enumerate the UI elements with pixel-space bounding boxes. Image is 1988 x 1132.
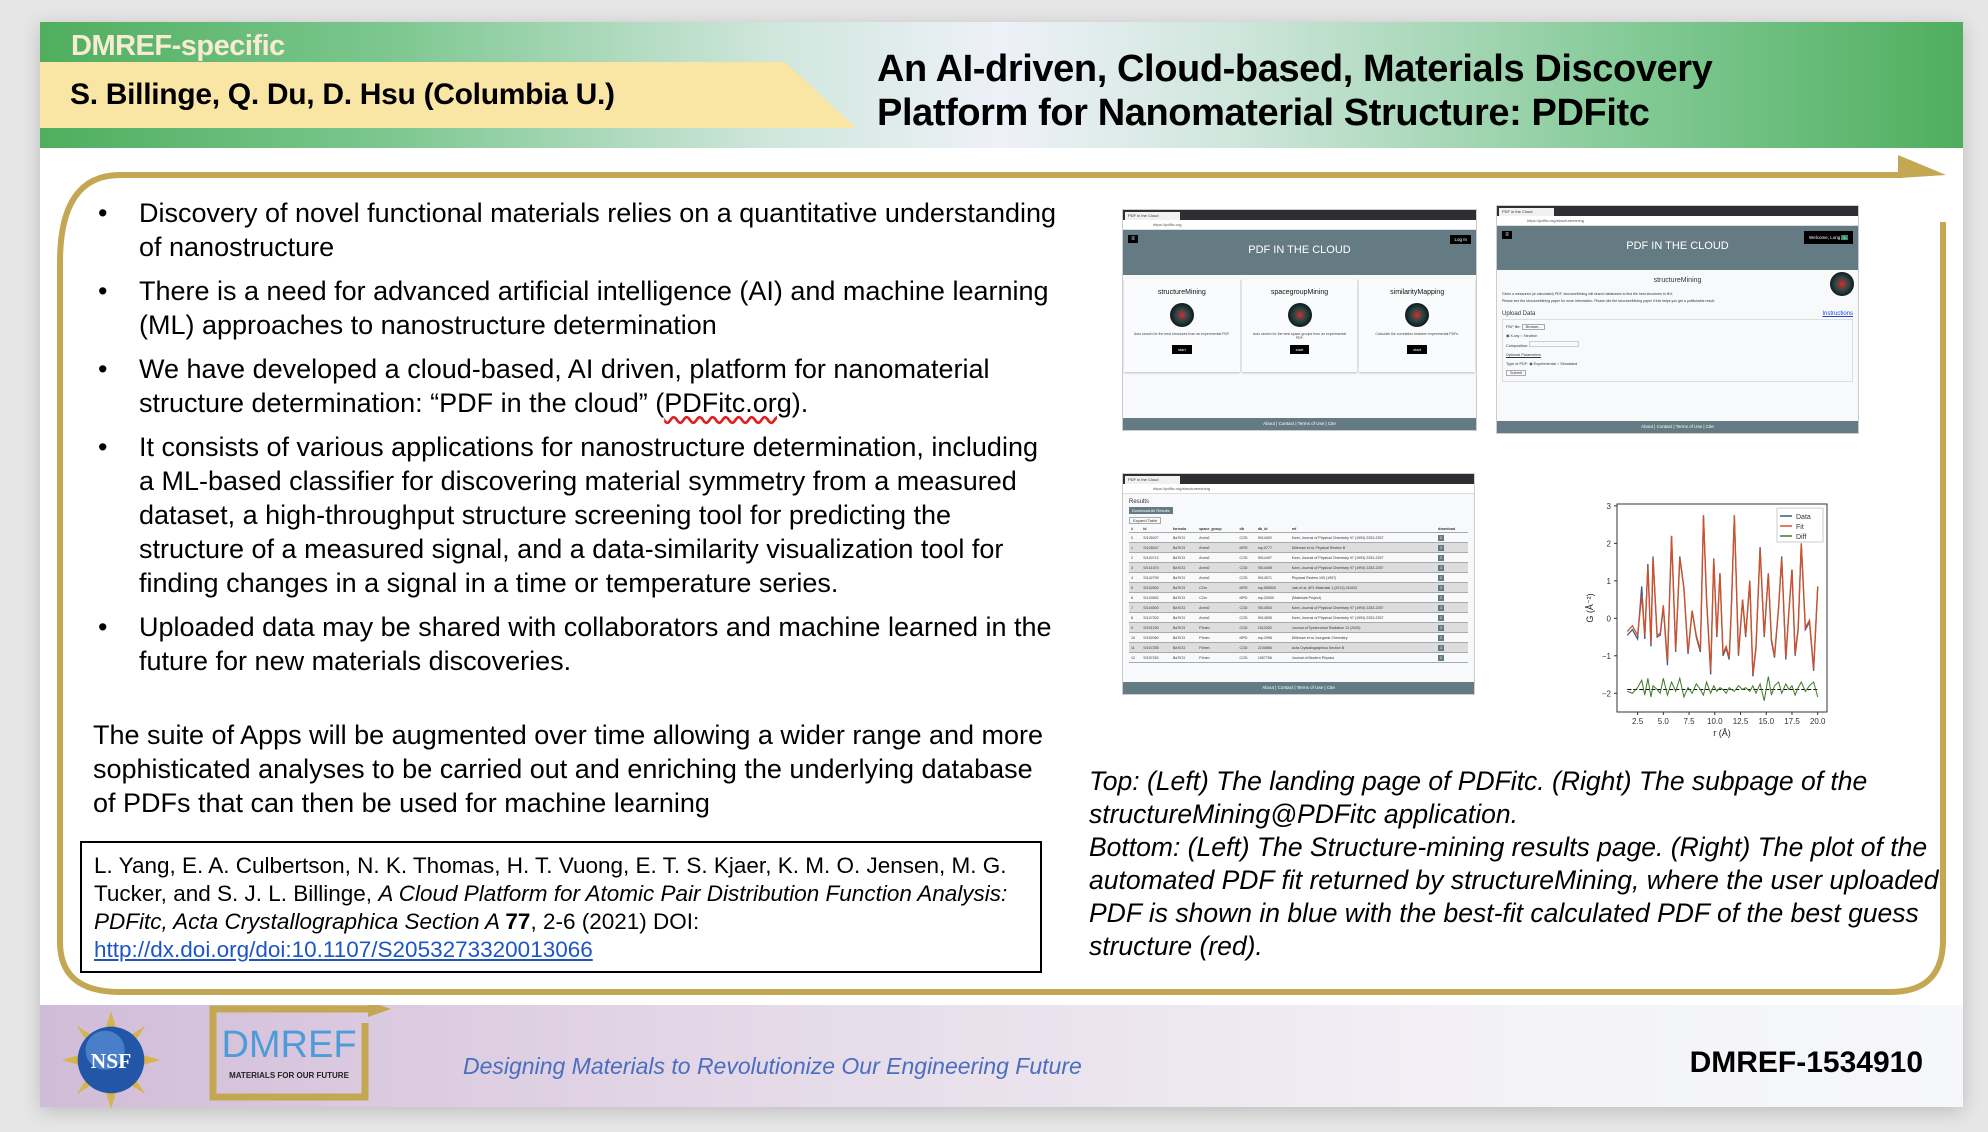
footer-band — [40, 1005, 1963, 1107]
card-title: spacegroupMining — [1270, 289, 1329, 296]
arrow-head — [1898, 155, 1946, 178]
column-header: id — [1141, 525, 1171, 533]
download-icon: ⇩ — [1436, 643, 1468, 653]
table-row — [1129, 583, 1468, 593]
reference-title: A Cloud Platform for Atomic Pair Distribution Function Analysis: PDFitc, Acta Crystallographica Section A — [94, 881, 1008, 934]
dmref-logo-text: DMREF — [221, 1024, 357, 1066]
avatar: L — [1843, 235, 1846, 240]
table-row — [1129, 633, 1468, 643]
x-tick-label: 5.0 — [1657, 717, 1669, 726]
table-cell: Acta Crystallographica Section B — [1290, 643, 1436, 653]
upload-heading: Upload Data — [1502, 311, 1536, 317]
table-cell: BaTiO3 — [1171, 583, 1197, 593]
legend-label: Data — [1796, 514, 1811, 521]
table-cell: Dilleman et al, Physical Review B — [1290, 543, 1436, 553]
welcome-badge — [1804, 231, 1853, 244]
column-header: db_id — [1256, 525, 1290, 533]
bullet-list — [98, 196, 1058, 688]
title-line-2: Platform for Nanomaterial Structure: PDFitc — [877, 92, 1650, 134]
table-cell: mp-559520 — [1256, 583, 1290, 593]
table-cell: Amm2 — [1197, 563, 1237, 573]
x-axis-label: r (Å) — [1713, 728, 1731, 738]
welcome-text: Welcome, Long — [1809, 235, 1841, 240]
experimental-radio: Experimental — [1533, 362, 1556, 366]
site-footer: About | Contact | Terms of Use | Cite — [1123, 682, 1474, 694]
app-icon — [1170, 303, 1194, 327]
table-cell: P4mm — [1197, 623, 1237, 633]
site-banner — [1497, 226, 1858, 270]
table-cell: BaTiO3 — [1171, 623, 1197, 633]
table-cell: 7 — [1129, 603, 1141, 613]
expand-table-button: Expand Table — [1129, 517, 1161, 524]
table-cell: MPD — [1238, 593, 1256, 603]
card-title: structureMining — [1157, 289, 1206, 296]
table-cell: Kwei, Journal of Physical Chemistry 97 (1993) 2253-2257 — [1290, 553, 1436, 563]
table-cell: BaTiO3 — [1171, 613, 1197, 623]
column-header: formula — [1171, 525, 1197, 533]
dmref-logo-subtext: MATERIALS FOR OUR FUTURE — [229, 1071, 349, 1080]
table-cell: Amm2 — [1197, 543, 1237, 553]
download-icon: ⇩ — [1436, 533, 1468, 543]
table-cell: S/141570 — [1141, 563, 1171, 573]
table-cell: S/157263 — [1141, 653, 1171, 663]
start-button: start — [1407, 345, 1427, 354]
submit-button: Submit — [1506, 370, 1526, 376]
table-cell: MPD — [1238, 633, 1256, 643]
award-number: DMREF-1534910 — [1689, 1046, 1923, 1079]
tagline: Designing Materials to Revolutionize Our Engineering Future — [463, 1053, 1082, 1079]
structuremining-subpage-screenshot — [1496, 205, 1859, 434]
table-cell: 9014571 — [1256, 573, 1290, 583]
reference-authors: L. Yang, E. A. Culbertson, N. K. Thomas, H. T. Vuong, E. T. S. Kjaer, K. M. O. Jensen, M. G. Tucker, and S. J. L. Billinge, — [94, 853, 1007, 906]
subpage-body — [1497, 270, 1858, 385]
xray-radio: X-ray — [1510, 334, 1520, 338]
table-cell: BaTiO3 — [1171, 573, 1197, 583]
y-tick-label: 2 — [1606, 539, 1611, 549]
table-cell: S/142799 — [1141, 573, 1171, 583]
table-cell: 5 — [1129, 583, 1141, 593]
table-cell: 11 — [1129, 643, 1141, 653]
results-body — [1123, 494, 1474, 665]
table-cell: BaTiO3 — [1171, 603, 1197, 613]
table-cell: S/140712 — [1141, 553, 1171, 563]
download-icon: ⇩ — [1436, 553, 1468, 563]
x-tick-label: 17.5 — [1784, 717, 1800, 726]
bullet-text: ). — [791, 388, 809, 418]
table-cell: Amm2 — [1197, 613, 1237, 623]
table-cell: BaTiO3 — [1171, 593, 1197, 603]
table-cell: 4 — [1129, 573, 1141, 583]
table-row — [1129, 593, 1468, 603]
table-cell: S/151290 — [1141, 623, 1171, 633]
column-header: ref — [1290, 525, 1436, 533]
instructions-link: Instructions — [1822, 311, 1853, 317]
results-page-screenshot — [1122, 473, 1475, 695]
download-icon: ⇩ — [1436, 603, 1468, 613]
table-cell: BaTiO3 — [1171, 533, 1197, 543]
table-cell: COD — [1238, 643, 1256, 653]
login-button: Log In — [1450, 235, 1471, 244]
app-card — [1124, 279, 1240, 372]
table-cell: 9014503 — [1256, 603, 1290, 613]
download-icon: ⇩ — [1436, 633, 1468, 643]
y-tick-label: 1 — [1606, 576, 1611, 586]
table-cell: mp-20000 — [1256, 593, 1290, 603]
x-tick-label: 12.5 — [1732, 717, 1749, 726]
table-cell: 2100866 — [1256, 643, 1290, 653]
app-card — [1242, 279, 1358, 372]
table-row — [1129, 643, 1468, 653]
site-brand: PDF IN THE CLOUD — [1626, 240, 1729, 252]
menu-icon: ≡ — [1128, 235, 1138, 243]
table-cell: C2m — [1197, 583, 1237, 593]
bullet-dot: • — [98, 612, 108, 642]
summary-paragraph: The suite of Apps will be augmented over time allowing a wider range and more sophisticated analyses to be carried out and enriching the underlying database of PDFs that can then be used for machine learning — [93, 720, 1044, 818]
x-tick-label: 7.5 — [1683, 717, 1695, 726]
download-icon: ⇩ — [1436, 623, 1468, 633]
table-cell: S/152060 — [1141, 633, 1171, 643]
table-cell: S/142800 — [1141, 583, 1171, 593]
bullet-item — [98, 196, 1058, 264]
download-icon: ⇩ — [1436, 653, 1468, 663]
bullet-text: It consists of various applications for nanostructure determination, including a ML-based classifier for discovering material symmetry from a measured dataset, a high-throughput structure screening tool for predicting the structure of a measured signal, and a data-similarity visualization tool for finding changes in a signal in a time or temperature series. — [139, 432, 1038, 598]
neutron-radio: Neutron — [1523, 334, 1538, 338]
browser-tabbar — [1497, 206, 1858, 216]
table-cell: COD — [1238, 573, 1256, 583]
start-button: start — [1290, 345, 1310, 354]
table-cell: 12 — [1129, 653, 1141, 663]
table-cell: Journal of Modern Physics — [1290, 653, 1436, 663]
table-cell: (Materials Project) — [1290, 593, 1436, 603]
bullet-text: Discovery of novel functional materials relies on a quantitative understanding of nanostructure — [139, 198, 1057, 262]
table-row — [1129, 623, 1468, 633]
y-tick-label: −1 — [1601, 651, 1611, 661]
table-cell: 8 — [1129, 613, 1141, 623]
url-bar: https://pdfitc.org — [1123, 220, 1476, 230]
pdf-file-label: PDF file: — [1506, 325, 1521, 329]
table-cell: BaTiO3 — [1171, 643, 1197, 653]
title-line-1: An AI-driven, Cloud-based, Materials Discovery — [877, 48, 1713, 90]
table-cell: COD — [1238, 653, 1256, 663]
app-icon — [1830, 272, 1854, 296]
table-cell: Amm2 — [1197, 603, 1237, 613]
column-header: db — [1238, 525, 1256, 533]
table-cell: Kwei, Journal of Physical Chemistry 97 (1993) 2253-2257 — [1290, 603, 1436, 613]
bullet-dot: • — [98, 432, 108, 462]
table-cell: P4mm — [1197, 653, 1237, 663]
bullet-text: Uploaded data may be shared with collaborators and machine learned in the future for new materials discoveries. — [139, 612, 1052, 676]
table-cell: mp-5777 — [1256, 543, 1290, 553]
table-cell: 9014505 — [1256, 613, 1290, 623]
y-axis-label: G (Å⁻²) — [1585, 593, 1595, 623]
browser-tabbar — [1123, 474, 1474, 484]
browse-button: Browse... — [1522, 324, 1546, 330]
bullet-text: There is a need for advanced artificial intelligence (AI) and machine learning (ML) approaches to nanostructure determination — [139, 276, 1049, 340]
upload-form: PDF file: Browse... ◉ X-ray ○ Neutron Composition: Optional Parameters Type of PDF: ◉ Experimental ○ Simulated Submit — [1502, 319, 1853, 382]
table-row — [1129, 533, 1468, 543]
table-cell: BaTiO3 — [1171, 653, 1197, 663]
bullet-dot: • — [98, 276, 108, 306]
x-tick-label: 15.0 — [1758, 717, 1775, 726]
results-heading: Results — [1129, 499, 1150, 505]
reference-pages: , 2-6 (2021) DOI: — [530, 909, 700, 934]
table-cell: Kwei, Journal of Physical Chemistry 97 (1993) 2253-2257 — [1290, 563, 1436, 573]
table-cell: COD — [1238, 613, 1256, 623]
simulated-radio: Simulated — [1560, 362, 1578, 366]
table-cell: Kwei, Journal of Physical Chemistry 97 (1993) 2253-2257 — [1290, 613, 1436, 623]
table-cell: S/157255 — [1141, 643, 1171, 653]
card-description: Calculate the correlation between experimental PDFs. — [1375, 332, 1459, 336]
table-cell: 10 — [1129, 633, 1141, 643]
download-icon: ⇩ — [1436, 563, 1468, 573]
table-cell: Amm2 — [1197, 553, 1237, 563]
type-label: Type of PDF: — [1506, 362, 1529, 366]
card-description: Auto search for the best structures from an experimental PDF. — [1133, 332, 1230, 336]
doi-link[interactable]: http://dx.doi.org/doi:10.1107/S2053273320013066 — [94, 937, 593, 962]
y-tick-label: −2 — [1601, 689, 1611, 699]
site-brand: PDF IN THE CLOUD — [1248, 244, 1351, 256]
reference-box — [80, 841, 1042, 973]
app-title: structureMining — [1653, 277, 1702, 284]
nsf-logo-text: NSF — [90, 1048, 132, 1073]
bullet-dot: • — [98, 198, 108, 228]
pdfitc-link[interactable]: PDFitc.org — [664, 388, 792, 418]
legend-label: Fit — [1796, 524, 1804, 531]
table-row — [1129, 553, 1468, 563]
table-cell: COD — [1238, 563, 1256, 573]
program-tag: DMREF-specific — [71, 30, 285, 62]
table-cell: S/143552 — [1141, 593, 1171, 603]
menu-icon: ≡ — [1502, 231, 1512, 239]
table-row — [1129, 603, 1468, 613]
x-tick-label: 2.5 — [1632, 717, 1644, 726]
column-header: download — [1436, 525, 1468, 533]
table-cell: BaTiO3 — [1171, 543, 1197, 553]
table-cell: Amm2 — [1197, 573, 1237, 583]
landing-page-screenshot — [1122, 209, 1477, 431]
intro-text: Please see the structureMining paper for more information. Please cite the structureMining paper if this helps you get a publishable result. — [1502, 299, 1716, 303]
table-row — [1129, 563, 1468, 573]
table-cell: P4mm — [1197, 643, 1237, 653]
table-cell: 1 — [1129, 543, 1141, 553]
download-icon: ⇩ — [1436, 543, 1468, 553]
table-row — [1129, 653, 1468, 663]
browser-tabbar — [1123, 210, 1476, 220]
card-title: similarityMapping — [1390, 289, 1445, 296]
table-cell: 6 — [1129, 593, 1141, 603]
table-cell: Journal of Synchrotron Radiation 12 (2005) — [1290, 623, 1436, 633]
y-tick-label: 3 — [1606, 501, 1611, 511]
table-cell: 1513252 — [1256, 623, 1290, 633]
browser-tab: PDF in the Cloud — [1125, 212, 1180, 220]
table-cell: S/147302 — [1141, 613, 1171, 623]
start-button: start — [1172, 345, 1192, 354]
bullet-item — [98, 430, 1058, 600]
download-icon: ⇩ — [1436, 583, 1468, 593]
caption-top: Top: (Left) The landing page of PDFitc. (Right) The subpage of the structureMining@PDFitc application. — [1089, 766, 1868, 829]
table-cell: 9014497 — [1256, 553, 1290, 563]
table-cell: C2m — [1197, 593, 1237, 603]
pdf-fit-chart — [1540, 474, 1840, 744]
caption-bottom: Bottom: (Left) The Structure-mining results page. (Right) The plot of the automated PDF fit returned by structureMining, where the user uploaded PDF is shown in blue with the best-fit calculated PDF of the best guess structure (red). — [1089, 832, 1939, 961]
table-row — [1129, 613, 1468, 623]
browser-tab: PDF in the Cloud — [1499, 208, 1554, 216]
column-header: # — [1129, 525, 1141, 533]
app-icon — [1288, 303, 1312, 327]
table-cell: COD — [1238, 603, 1256, 613]
x-tick-label: 10.0 — [1707, 717, 1723, 726]
table-cell: BaTiO3 — [1171, 553, 1197, 563]
download-icon: ⇩ — [1436, 593, 1468, 603]
table-cell: Kwei, Journal of Physical Chemistry 97 (1993) 2253-2257 — [1290, 533, 1436, 543]
app-icon — [1405, 303, 1429, 327]
intro-text: Given a measured (or calculated) PDF, structureMining will search databases to find the best structures to fit it. — [1502, 292, 1674, 296]
download-icon: ⇩ — [1436, 613, 1468, 623]
reference-volume: 77 — [505, 909, 531, 934]
table-row — [1129, 573, 1468, 583]
table-cell: 2 — [1129, 553, 1141, 563]
table-cell: 0 — [1129, 533, 1141, 543]
arrow-shaft — [118, 172, 1903, 178]
figure-caption — [1089, 765, 1969, 963]
table-cell: BaTiO3 — [1171, 633, 1197, 643]
y-tick-label: 0 — [1606, 614, 1611, 624]
table-cell: S/126047 — [1141, 543, 1171, 553]
table-cell: mp-2998 — [1256, 633, 1290, 643]
composition-label: Composition: — [1506, 344, 1529, 348]
optional-params: Optional Parameters — [1506, 353, 1541, 357]
table-cell: BaTiO3 — [1171, 563, 1197, 573]
app-cards — [1123, 279, 1476, 372]
url-bar: https://pdfitc.org/structuremining — [1497, 216, 1858, 226]
table-cell: MPD — [1238, 583, 1256, 593]
site-banner — [1123, 230, 1476, 275]
table-cell: COD — [1238, 623, 1256, 633]
results-table — [1129, 525, 1468, 663]
table-cell: Physical Review 105 (1957) — [1290, 573, 1436, 583]
table-cell: Jain et al, APL Materials 1 (2013) 011002 — [1290, 583, 1436, 593]
site-footer: About | Contact | Terms of Use | Cite — [1123, 418, 1476, 430]
browser-tab: PDF in the Cloud — [1125, 476, 1180, 484]
dmref-logo — [203, 1005, 433, 1103]
card-description: Auto search for the best space-groups from an experimental PDF. — [1252, 332, 1347, 340]
table-cell: 9014492 — [1256, 533, 1290, 543]
table-cell: MPD — [1238, 543, 1256, 553]
table-cell: P4mm — [1197, 633, 1237, 643]
download-icon: ⇩ — [1436, 573, 1468, 583]
column-header: space_group — [1197, 525, 1237, 533]
table-cell: S/126027 — [1141, 533, 1171, 543]
bullet-dot: • — [98, 354, 108, 384]
app-card — [1359, 279, 1475, 372]
table-cell: 9 — [1129, 623, 1141, 633]
table-cell: COD — [1238, 553, 1256, 563]
legend-label: Diff — [1796, 534, 1807, 541]
bullet-item — [98, 274, 1058, 342]
x-tick-label: 20.0 — [1809, 717, 1826, 726]
slide — [40, 22, 1963, 1107]
bullet-item — [98, 610, 1058, 678]
table-cell: COD — [1238, 533, 1256, 543]
table-cell: 9014498 — [1256, 563, 1290, 573]
bullet-item — [98, 352, 1058, 420]
bullet-text: We have developed a cloud-based, AI driven, platform for nanomaterial structure determination: “PDF in the cloud” ( — [139, 354, 990, 418]
url-bar: https://pdfitc.org/structuremining — [1123, 484, 1474, 494]
table-cell: Amm2 — [1197, 533, 1237, 543]
table-cell: Dilleman et al, Inorganic Chemistry — [1290, 633, 1436, 643]
table-cell: S/144500 — [1141, 603, 1171, 613]
site-footer: About | Contact | Terms of Use | Cite — [1497, 421, 1858, 433]
nsf-logo — [62, 1011, 160, 1109]
authors: S. Billinge, Q. Du, D. Hsu (Columbia U.) — [70, 78, 615, 111]
table-cell: 3 — [1129, 563, 1141, 573]
table-cell: 1507756 — [1256, 653, 1290, 663]
download-all-button: Download All Results — [1129, 507, 1173, 514]
table-row — [1129, 543, 1468, 553]
